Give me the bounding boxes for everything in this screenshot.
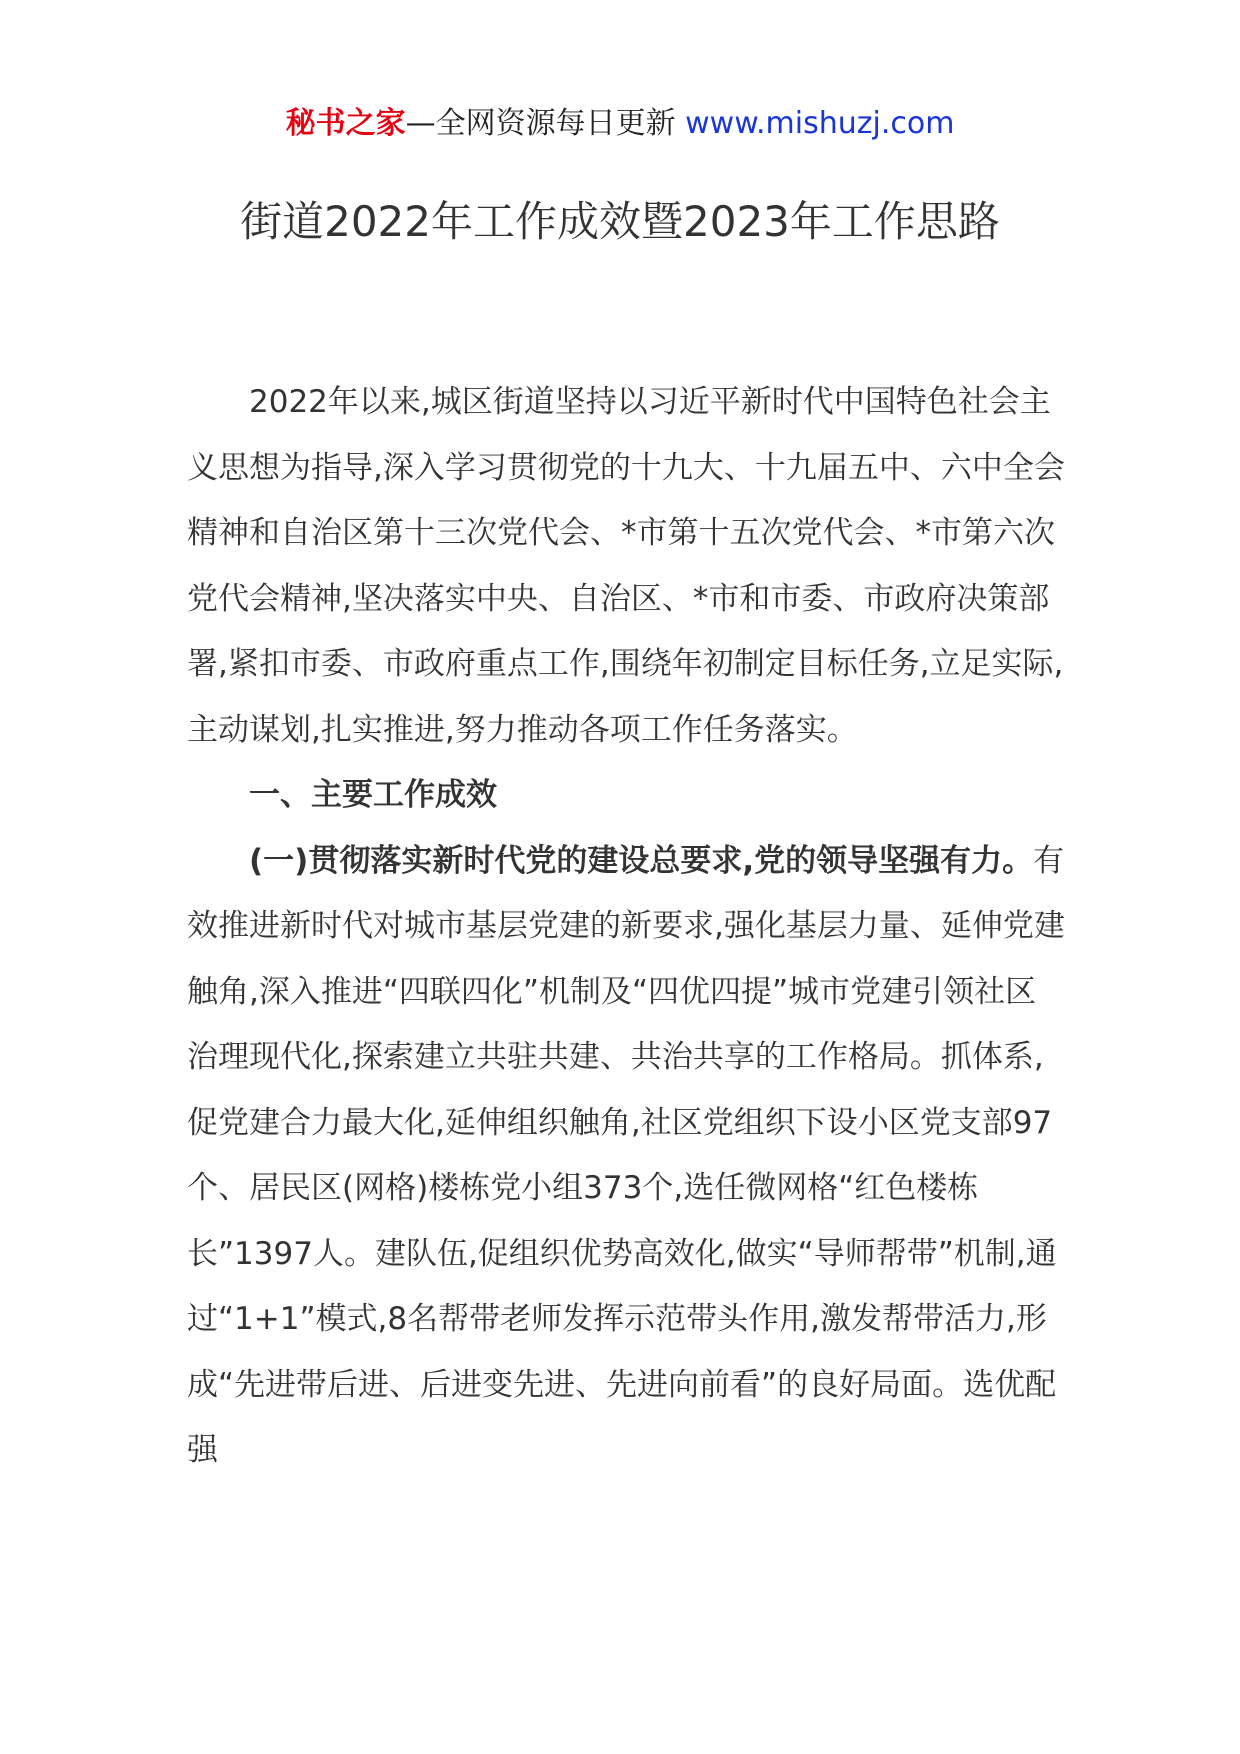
intro-paragraph: 2022年以来,城区街道坚持以习近平新时代中国特色社会主义思想为指导,深入学习贯彻党的十九大、十九届五中、六中全会精神和自治区第十三次党代会、*市第十五次党代会、*市第六次党代会精神,坚决落实中央、自治区、*市和市委、市政府决策部署,紧扣市委、市政府重点工作,围绕年初制定目标任务,立足实际,主动谋划,扎实推进,努力推动各项工作任务落实。 (187, 384, 1065, 748)
brand-name: 秘书之家 (285, 106, 406, 141)
document-title: 街道2022年工作成效暨2023年工作思路 (240, 197, 1000, 246)
subsection-paragraph (187, 829, 1067, 1484)
subsection-body: 有效推进新时代对城市基层党建的新要求,强化基层力量、延伸党建触角,深入推进“四联四化”机制及“四优四提”城市党建引领社区治理现代化,探索建立共驻共建、共治共享的工作格局。抓体系,促党建合力最大化,延伸组织触角,社区党组织下设小区党支部97个、居民区(网格)楼栋党小组373个,选任微网格“红色楼栋长”1397人。建队伍,促组织优势高效化,做实“导师帮带”机制,通过“1+1”模式,8名帮带老师发挥示范带头作用,激发帮带活力,形成“先进带后进、后进变先进、先进向前看”的良好局面。选优配强 (187, 842, 1065, 1468)
document-body (187, 370, 1067, 1484)
site-url-link[interactable]: www.mishuzj.com (685, 106, 955, 141)
section-heading: 一、主要工作成效 (249, 777, 497, 813)
subsection-heading: (一)贯彻落实新时代党的建设总要求,党的领导坚强有力。 (249, 842, 1034, 879)
header-tagline: —全网资源每日更新 (405, 106, 676, 141)
site-header-banner (0, 104, 1240, 144)
